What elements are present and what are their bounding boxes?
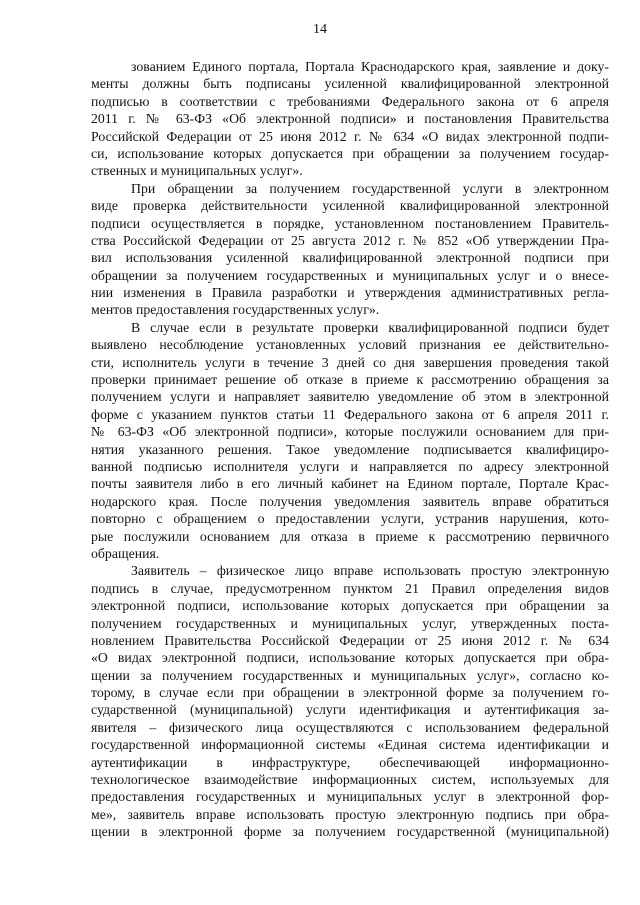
paragraph-line: технологическое взаимодействие информационных систем, используемых для [91, 772, 609, 788]
paragraph-line: вил использования усиленной квалифицированной электронной подписи при [91, 250, 609, 266]
paragraph-line: При обращении за получением государственной услуги в электронном [131, 180, 609, 196]
paragraph [91, 58, 609, 180]
paragraph-line: предоставления государственных и муниципальных услуг в электронной фор- [91, 789, 609, 805]
paragraph-line: щении за получением государственных и муниципальных услуг», согласно ко- [91, 667, 609, 683]
paragraph-line: электронной подписи, использование которых допускается при обращении за [91, 598, 609, 614]
paragraph-line: обращении за получением государственных и муниципальных услуг и о внесе- [91, 267, 609, 283]
paragraph-line: зованием Единого портала, Портала Краснодарского края, заявление и доку- [131, 59, 609, 74]
paragraph-line: нии изменения в Правила разработки и утверждения административных регла- [91, 285, 609, 301]
paragraph-line: подписью в соответствии с требованиями Федерального закона от 6 апреля [91, 93, 609, 109]
paragraph-line: явителя – физического лица осуществляются с использованием федеральной [91, 719, 609, 735]
document-body [91, 58, 609, 841]
paragraph-line: подпись в случае, предусмотренном пунктом 21 Правил определения видов [91, 580, 609, 596]
paragraph-line: выявлено несоблюдение установленных условий признания ее действительно- [91, 337, 609, 353]
paragraph-line: повторно с обращением о предоставлении услуги, устранив нарушения, кото- [91, 511, 609, 527]
paragraph-line: форме с указанием пунктов статьи 11 Федерального закона от 6 апреля 2011 г. [91, 406, 609, 422]
paragraph-line: новлением Правительства Российской Федерации от 25 июня 2012 г. № 634 [91, 632, 609, 648]
paragraph-line: рые послужили основанием для отказа в приеме к рассмотрению первичного [91, 528, 609, 544]
paragraph-line: получением государственных и муниципальных услуг, утвержденных поста- [91, 615, 609, 631]
paragraph-line: нятия указанного решения. Такое уведомление подписывается квалифициро- [91, 441, 609, 457]
paragraph-line: проверки принимает решение об отказе в приеме к рассмотрению обращения за [91, 372, 609, 388]
paragraph-line: подписи осуществляется в порядке, установленном постановлением Правитель- [91, 215, 609, 231]
paragraph-line: получением услуги и направляет заявителю уведомление об этом в электронной [91, 389, 609, 405]
paragraph-line: государственной информационной системы «Единая система идентификации и [91, 737, 609, 753]
paragraph-line: обращения. [91, 545, 160, 561]
paragraph [91, 319, 609, 562]
paragraph-line: 2011 г. № 63-ФЗ «Об электронной подписи» и постановления Правительства [91, 111, 609, 127]
page-number: 14 [313, 22, 327, 37]
paragraph-line: сударственной (муниципальной) услуги идентификация и аутентификация за- [91, 702, 609, 718]
paragraph-line: ванной подписью исполнителя услуги и направляется по адресу электронной [91, 458, 609, 474]
paragraph-line: сти, исполнитель услуги в течение 3 дней со дня завершения проведения такой [91, 354, 609, 370]
paragraph-line: нодарского края. После получения уведомления заявитель вправе обратиться [91, 493, 609, 509]
paragraph-line: В случае если в результате проверки квалифицированной подписи будет [131, 319, 609, 335]
paragraph-line: торому, в случае если при обращении в электронной форме за получением го- [91, 685, 609, 701]
paragraph-line: «О видах электронной подписи, использование которых допускается при обра- [91, 650, 609, 666]
paragraph-line: виде проверка действительности усиленной квалифицированной электронной [91, 198, 609, 214]
paragraph-line: щении в электронной форме за получением государственной (муниципальной) [91, 824, 609, 840]
paragraph-line: ства Российской Федерации от 25 августа 2012 г. № 852 «Об утверждении Пра- [91, 232, 609, 248]
paragraph-line: аутентификации в инфраструктуре, обеспечивающей информационно- [91, 754, 609, 770]
paragraph-line: почты заявителя либо в его личный кабинет на Едином портале, Портале Крас- [91, 476, 609, 492]
paragraph-line: ментов предоставления государственных услуг». [91, 302, 380, 318]
paragraph-line: ственных и муниципальных услуг». [91, 163, 303, 179]
paragraph-line: си, использование которых допускается при обращении за получением государ- [91, 145, 609, 161]
paragraph-line: № 63-ФЗ «Об электронной подписи», которые послужили основанием для при- [91, 424, 609, 440]
paragraph [91, 180, 609, 319]
paragraph-line: Российской Федерации от 25 июня 2012 г. № 634 «О видах электронной подпи- [91, 128, 609, 144]
paragraph-line: ме», заявитель вправе использовать простую электронную подпись при обра- [91, 806, 609, 822]
paragraph-line: Заявитель – физическое лицо вправе использовать простую электронную [131, 563, 609, 579]
paragraph-line: менты должны быть подписаны усиленной квалифицированной электронной [91, 76, 609, 92]
paragraph [91, 562, 609, 840]
